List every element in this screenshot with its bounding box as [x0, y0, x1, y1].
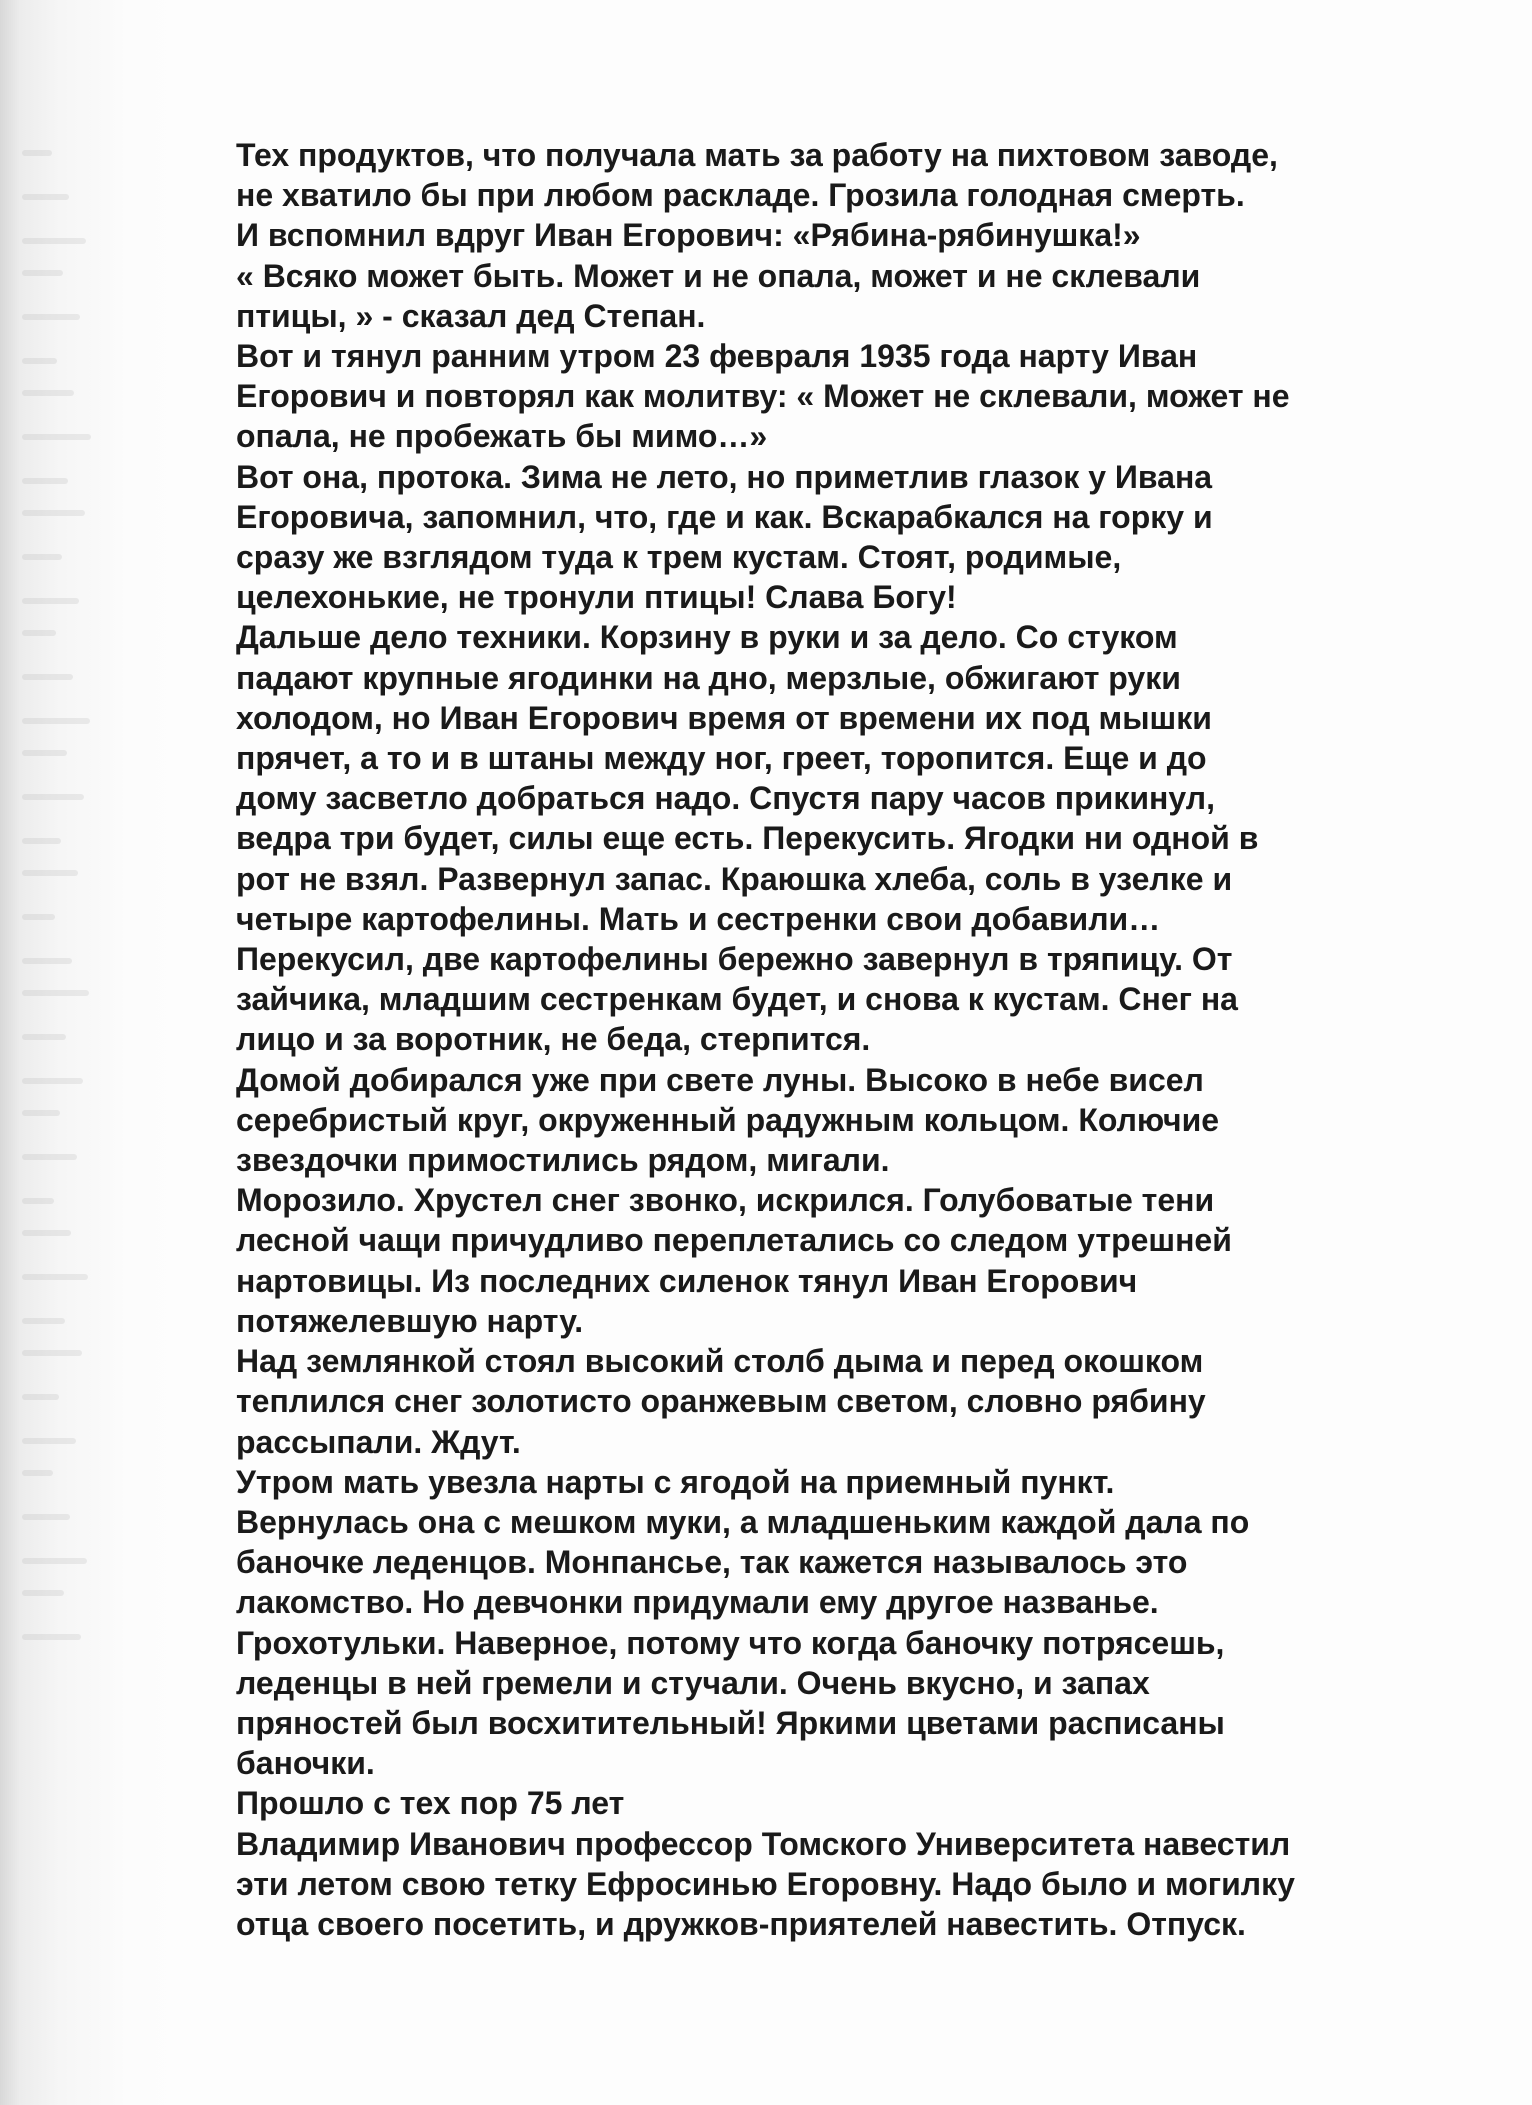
text-line: Егорович и повторял как молитву: « Может не склевали, может не — [236, 378, 1290, 415]
bleed-mark — [22, 314, 80, 320]
text-line: эти летом свою тетку Ефросинью Егоровну. Надо было и могилку — [236, 1865, 1295, 1902]
text-line: дому засветло добраться надо. Спустя пару часов прикинул, — [236, 780, 1215, 817]
text-line: Грохотульки. Наверное, потому что когда баночку потрясешь, — [236, 1624, 1225, 1661]
text-line: рассыпали. Ждут. — [236, 1423, 521, 1460]
text-line: Вот она, протока. Зима не лето, но приметлив глазок у Ивана — [236, 458, 1213, 495]
text-line: баночки. — [236, 1745, 375, 1782]
text-line: сразу же взглядом туда к трем кустам. Стоят, родимые, — [236, 539, 1122, 576]
text-line: Перекусил, две картофелины бережно завернул в тряпицу. От — [236, 941, 1233, 978]
bleed-mark — [22, 1558, 87, 1564]
text-line: звездочки примостились рядом, мигали. — [236, 1142, 890, 1179]
bleed-mark — [22, 1350, 82, 1356]
text-line: лакомство. Но девчонки придумали ему другое названье. — [236, 1584, 1159, 1621]
text-line: лесной чащи причудливо переплетались со следом утрешней — [236, 1222, 1232, 1259]
bleed-mark — [22, 794, 84, 800]
text-line: четыре картофелины. Мать и сестренки свои добавили… — [236, 900, 1161, 937]
bleed-mark — [22, 478, 68, 484]
bleed-mark — [22, 1110, 60, 1116]
text-line: птицы, » - сказал дед Степан. — [236, 297, 706, 334]
text-line: Утром мать увезла нарты с ягодой на приемный пункт. — [236, 1463, 1115, 1500]
bleed-mark — [22, 630, 56, 636]
bleed-mark — [22, 1318, 65, 1324]
bleed-mark — [22, 598, 79, 604]
bleed-mark — [22, 1230, 71, 1236]
bleed-mark — [22, 554, 62, 560]
text-line: не хватило бы при любом раскладе. Грозила голодная смерть. — [236, 177, 1245, 214]
text-line: Домой добирался уже при свете луны. Высоко в небе висел — [236, 1061, 1204, 1098]
text-line: нартовицы. Из последних силенок тянул Иван Егорович — [236, 1262, 1138, 1299]
text-line: целехонькие, не тронули птицы! Слава Богу! — [236, 579, 957, 616]
bleed-mark — [22, 1438, 76, 1444]
bleed-mark — [22, 1078, 83, 1084]
bleed-mark — [22, 1470, 53, 1476]
bleed-mark — [22, 718, 90, 724]
text-line: рот не взял. Развернул запас. Краюшка хлеба, соль в узелке и — [236, 860, 1233, 897]
text-line: Прошло с тех пор 75 лет — [236, 1785, 625, 1822]
text-line: леденцы в ней гремели и стучали. Очень вкусно, и запах — [236, 1664, 1150, 1701]
text-line: ведра три будет, силы еще есть. Перекусить. Ягодки ни одной в — [236, 820, 1259, 857]
bleed-mark — [22, 958, 72, 964]
text-line: опала, не пробежать бы мимо…» — [236, 418, 768, 455]
text-line: пряностей был восхитительный! Яркими цветами расписаны — [236, 1704, 1225, 1741]
text-line: Владимир Иванович профессор Томского Университета навестил — [236, 1825, 1291, 1862]
text-line: Над землянкой стоял высокий столб дыма и перед окошком — [236, 1343, 1204, 1380]
text-line: лицо и за воротник, не беда, стерпится. — [236, 1021, 871, 1058]
bleed-mark — [22, 1274, 88, 1280]
text-line: Тех продуктов, что получала мать за работу на пихтовом заводе, — [236, 137, 1278, 173]
bleed-mark — [22, 870, 78, 876]
bleed-mark — [22, 1514, 70, 1520]
bleed-mark — [22, 990, 89, 996]
text-line: холодом, но Иван Егорович время от времени их под мышки — [236, 699, 1212, 736]
text-line: Вернулась она с мешком муки, а младшеньким каждой дала по — [236, 1503, 1250, 1540]
bleed-mark — [22, 510, 85, 516]
bleed-mark — [22, 194, 69, 200]
text-line: серебристый круг, окруженный радужным кольцом. Колючие — [236, 1101, 1220, 1138]
text-line: Вот и тянул ранним утром 23 февраля 1935 года нарту Иван — [236, 338, 1198, 375]
bleed-mark — [22, 1198, 54, 1204]
text-line: зайчика, младшим сестренкам будет, и снова к кустам. Снег на — [236, 981, 1238, 1018]
text-line: Морозило. Хрустел снег звонко, искрился. Голубоватые тени — [236, 1182, 1215, 1219]
text-line: « Всяко может быть. Может и не опала, может и не склевали — [236, 257, 1201, 294]
bleed-mark — [22, 1634, 81, 1640]
bleed-mark — [22, 434, 91, 440]
text-line: потяжелевшую нарту. — [236, 1302, 584, 1339]
bleed-mark — [22, 1590, 64, 1596]
body-text — [236, 135, 1416, 1944]
bleed-mark — [22, 914, 55, 920]
text-line: Дальше дело техники. Корзину в руки и за дело. Со стуком — [236, 619, 1178, 656]
bleed-mark — [22, 674, 73, 680]
text-line: прячет, а то и в штаны между ног, греет, торопится. Еще и до — [236, 740, 1207, 777]
bleed-mark — [22, 838, 61, 844]
bleed-mark — [22, 750, 67, 756]
bleed-mark — [22, 270, 63, 276]
bleed-mark — [22, 1154, 77, 1160]
text-line: теплился снег золотисто оранжевым светом, словно рябину — [236, 1383, 1206, 1420]
text-line: отца своего посетить, и дружков-приятелей навестить. Отпуск. — [236, 1905, 1246, 1942]
text-line: падают крупные ягодинки на дно, мерзлые, обжигают руки — [236, 659, 1181, 696]
text-line: И вспомнил вдруг Иван Егорович: «Рябина-рябинушка!» — [236, 217, 1141, 254]
text-line: баночке леденцов. Монпансье, так кажется называлось это — [236, 1544, 1188, 1581]
bleed-mark — [22, 390, 74, 396]
text-line: Егоровича, запомнил, что, где и как. Вскарабкался на горку и — [236, 498, 1213, 535]
bleed-mark — [22, 358, 57, 364]
bleed-mark — [22, 1394, 59, 1400]
bleed-mark — [22, 1034, 66, 1040]
bleed-mark — [22, 150, 52, 156]
bleed-mark — [22, 238, 86, 244]
